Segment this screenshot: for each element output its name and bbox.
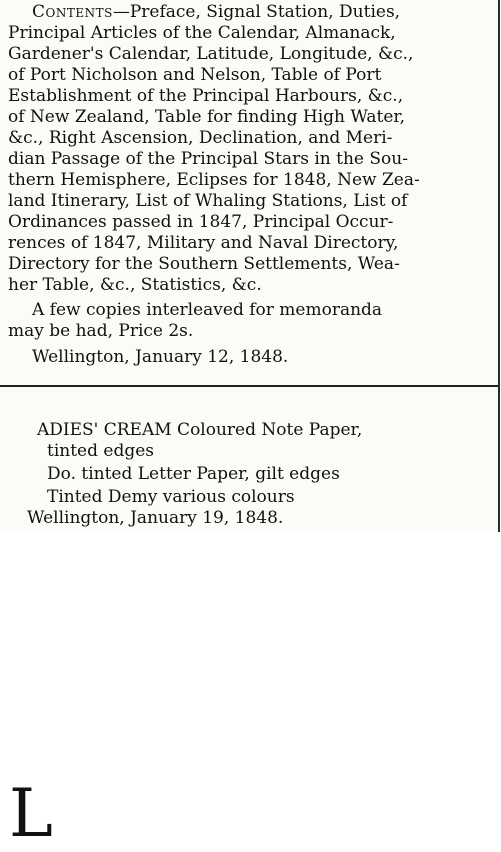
contents-line-12: rences of 1847, Military and Naval Directory,	[8, 233, 399, 253]
advertisement-line-3: Do. tinted Letter Paper, gilt edges	[47, 464, 340, 484]
interleaved-line-1: A few copies interleaved for memoranda	[32, 300, 383, 320]
advertisement-line-4: Tinted Demy various colours	[47, 487, 295, 507]
contents-heading: Contents	[32, 2, 113, 22]
contents-line-2: Principal Articles of the Calendar, Almanack,	[8, 23, 396, 43]
contents-line-1	[32, 2, 490, 23]
paper-advertisement	[0, 388, 498, 852]
advertisement-first-line: ADIES' CREAM Coloured Note Paper,	[37, 420, 363, 440]
contents-line-1-text: —Preface, Signal Station, Duties,	[112, 2, 401, 22]
contents-line-11: Ordinances passed in 1847, Principal Occur-	[8, 212, 394, 232]
contents-notice	[0, 0, 498, 390]
contents-line-8: dian Passage of the Principal Stars in the Sou-	[8, 149, 408, 169]
advertisement-date: Wellington, January 19, 1848.	[27, 508, 284, 528]
contents-line-7: &c., Right Ascension, Declination, and Meri-	[8, 128, 393, 148]
contents-line-9: thern Hemisphere, Eclipses for 1848, New Zea-	[8, 170, 420, 190]
contents-date: Wellington, January 12, 1848.	[32, 347, 289, 367]
drop-cap-letter: L	[9, 775, 53, 852]
advertisement-line-2: tinted edges	[47, 441, 155, 461]
contents-line-14: her Table, &c., Statistics, &c.	[8, 275, 262, 295]
contents-line-6: of New Zealand, Table for finding High Water,	[8, 107, 406, 127]
contents-line-4: of Port Nicholson and Nelson, Table of Port	[8, 65, 382, 85]
section-divider	[0, 385, 498, 387]
contents-line-5: Establishment of the Principal Harbours, &c.,	[8, 86, 404, 106]
contents-line-13: Directory for the Southern Settlements, Wea-	[8, 254, 400, 274]
column-rule	[498, 0, 500, 532]
contents-line-10: land Itinerary, List of Whaling Stations, List of	[8, 191, 408, 211]
contents-line-3: Gardener's Calendar, Latitude, Longitude, &c.,	[8, 44, 414, 64]
interleaved-line-2: may be had, Price 2s.	[8, 321, 194, 341]
